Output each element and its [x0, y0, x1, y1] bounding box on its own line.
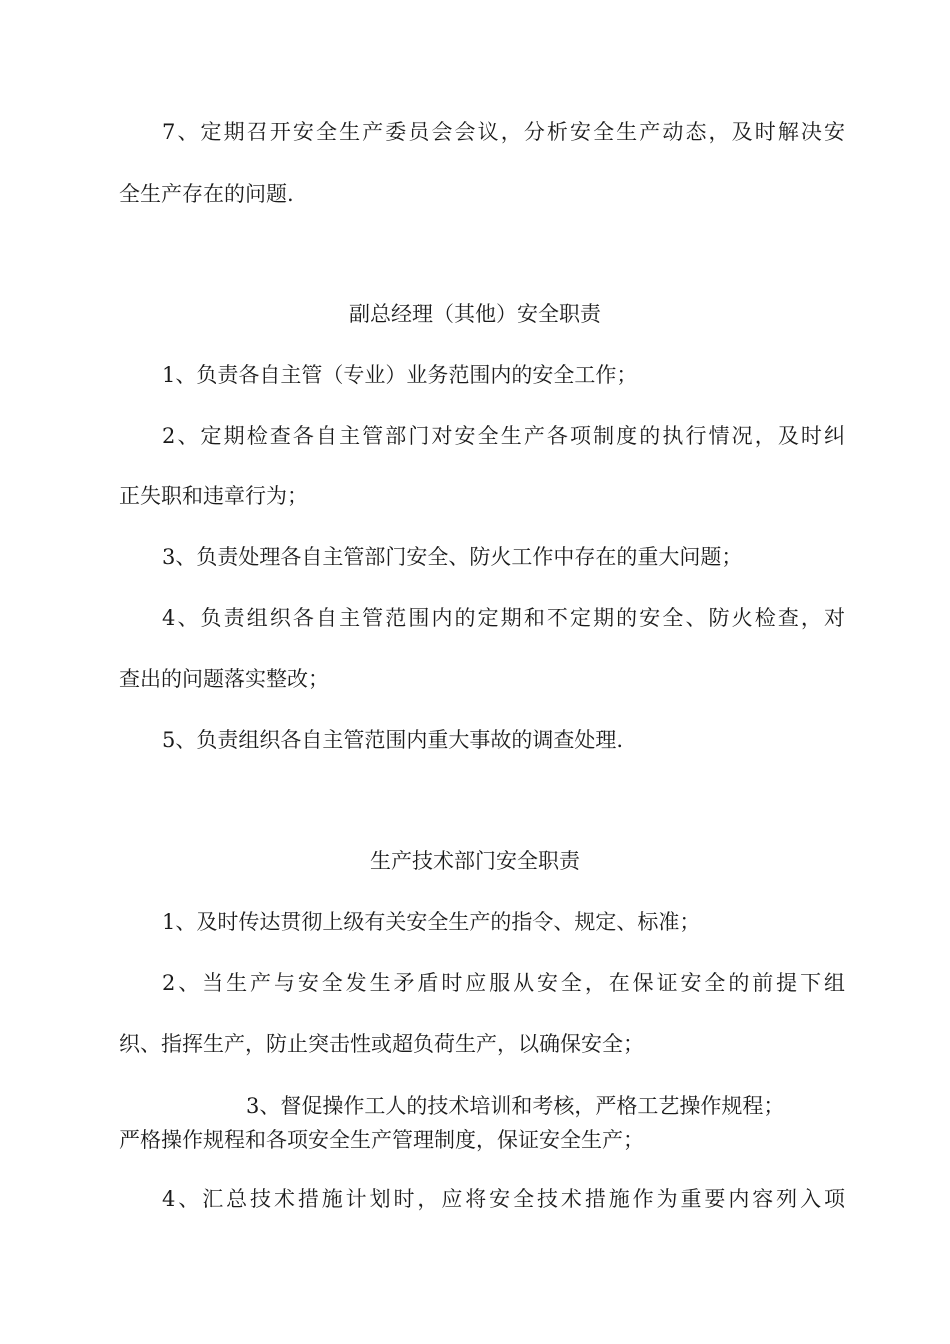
tech-item4-line1: 4、汇总技术措施计划时，应将安全技术措施作为重要内容列入项 — [162, 1187, 845, 1211]
deputy-item4-line1: 4、负责组织各自主管范围内的定期和不定期的安全、防火检查，对 — [162, 606, 845, 630]
tech-item2-line2: 织、指挥生产，防止突击性或超负荷生产，以确保安全； — [119, 1032, 644, 1056]
tech-item1: 1、及时传达贯彻上级有关安全生产的指令、规定、标准； — [162, 910, 701, 934]
tech-section-title: 生产技术部门安全职责 — [370, 849, 580, 873]
tech-item3-line1: 3、督促操作工人的技术培训和考核，严格工艺操作规程； — [246, 1094, 785, 1118]
deputy-item1: 1、负责各自主管（专业）业务范围内的安全工作； — [162, 363, 638, 387]
tech-item2-line1: 2、当生产与安全发生矛盾时应服从安全，在保证安全的前提下组 — [162, 971, 845, 995]
prev-item7-line2: 全生产存在的问题. — [119, 182, 294, 206]
prev-item7-line1: 7、定期召开安全生产委员会会议，分析安全生产动态，及时解决安 — [162, 120, 845, 144]
deputy-item2-line1: 2、定期检查各自主管部门对安全生产各项制度的执行情况，及时纠 — [162, 424, 845, 448]
tech-item3-line2: 严格操作规程和各项安全生产管理制度，保证安全生产； — [119, 1128, 644, 1152]
deputy-item5: 5、负责组织各自主管范围内重大事故的调查处理. — [162, 728, 624, 752]
deputy-section-title: 副总经理（其他）安全职责 — [349, 302, 601, 326]
deputy-item3: 3、负责处理各自主管部门安全、防火工作中存在的重大问题； — [162, 545, 743, 569]
deputy-item2-line2: 正失职和违章行为； — [119, 484, 308, 508]
deputy-item4-line2: 查出的问题落实整改； — [119, 667, 329, 691]
